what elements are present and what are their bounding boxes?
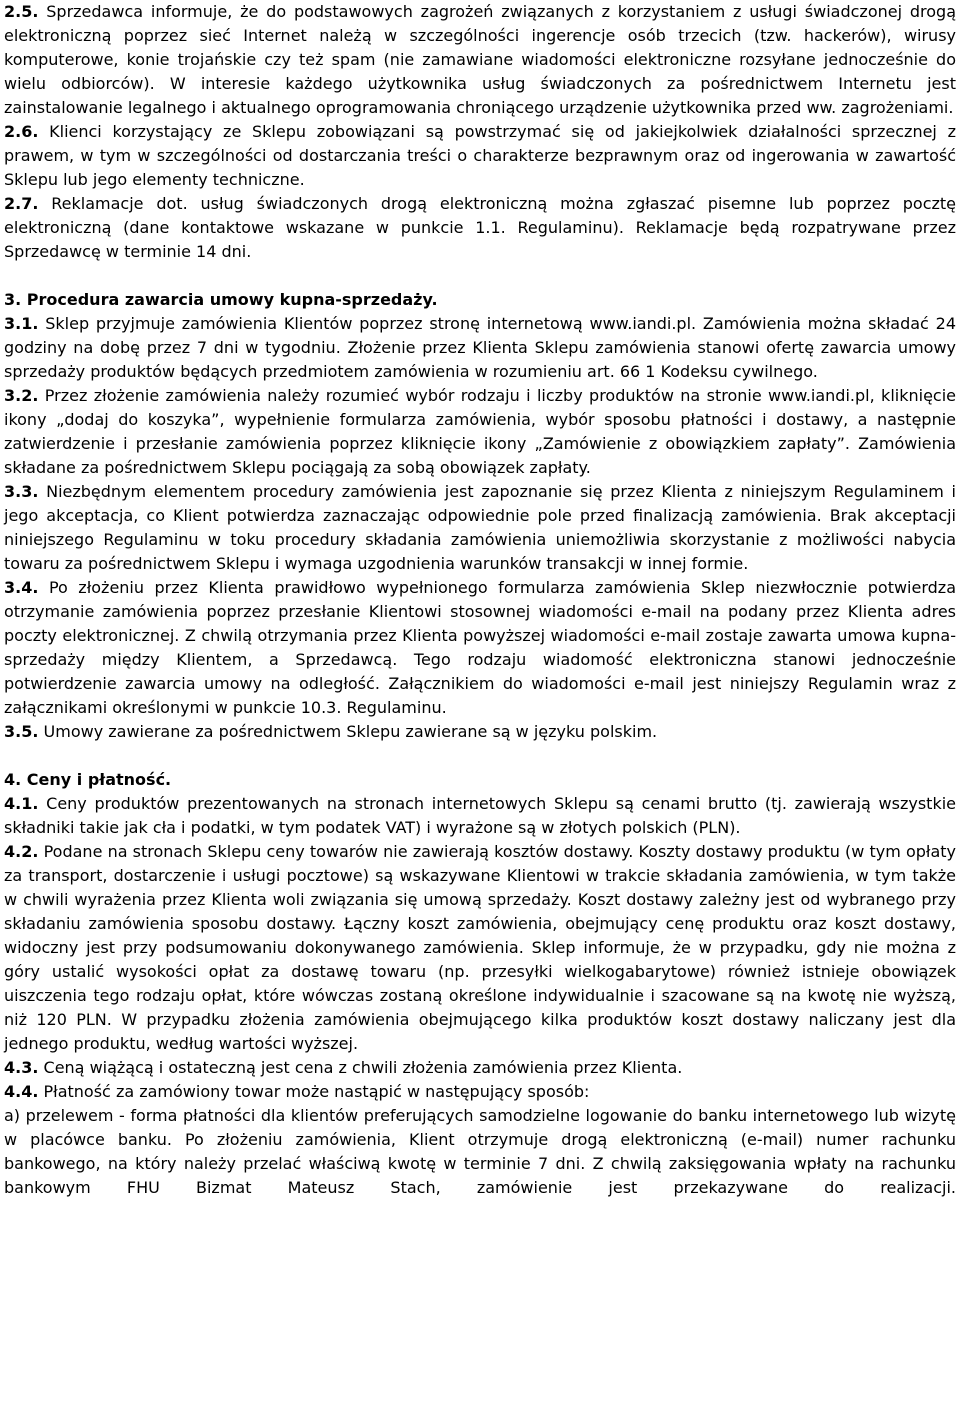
paragraph-2-7 — [4, 192, 956, 264]
paragraph-2-6 — [4, 120, 956, 192]
section-number: 4.2. — [4, 842, 39, 861]
section-heading-4: 4. Ceny i płatność. — [4, 770, 172, 789]
section-number: 4.3. — [4, 1058, 39, 1077]
paragraph-4-4 — [4, 1080, 956, 1104]
paragraph-text: Po złożeniu przez Klienta prawidłowo wypełnionego formularza zamówienia Sklep niezwłocznie potwierdza otrzymanie zamówienia poprzez przesłanie Klientowi stosownej wiadomości e-mail na podany przez Klienta adres poczty elektronicznej. Z chwilą otrzymania przez Klienta powyższej wiadomości e-mail zostaje zawarta umowa kupna-sprzedaży między Klientem, a Sprzedawcą. Tego rodzaju wiadomość elektroniczna stanowi jednocześnie potwierdzenie zawarcia umowy na odległość. Załącznikiem do wiadomości e-mail jest niniejszy Regulamin wraz z załącznikami określonymi w punkcie 10.3. Regulaminu. — [4, 578, 957, 717]
paragraph-text: Sprzedawca informuje, że do podstawowych zagrożeń związanych z korzystaniem z usługi świadczonej drogą elektroniczną poprzez sieć Internet należą w szczególności ingerencje osób trzecich (tzw. hackerów), wirusy komputerowe, konie trojańskie czy też spam (nie zamawiane wiadomości elektroniczne rozsyłane jednocześnie do wielu odbiorców). W interesie każdego użytkownika usług świadczonych za pośrednictwem Internetu jest zainstalowanie legalnego i aktualnego oprogramowania chroniącego urządzenie użytkownika przed ww. zagrożeniami. — [4, 2, 957, 117]
paragraph-3-2 — [4, 384, 956, 480]
paragraph-3-3 — [4, 480, 956, 576]
paragraph-text: Klienci korzystający ze Sklepu zobowiązani są powstrzymać się od jakiejkolwiek działalności sprzecznej z prawem, w tym w szczególności od dostarczania treści o charakterze bezprawnym oraz od ingerowania w zawartość Sklepu lub jego elementy techniczne. — [4, 122, 956, 189]
paragraph-text: Płatność za zamówiony towar może nastąpić w następujący sposób: — [43, 1082, 590, 1101]
paragraph-4-4-a: a) przelewem - forma płatności dla klientów preferujących samodzielne logowanie do banku internetowego lub wizytę w placówce banku. Po złożeniu zamówienia, Klient otrzymuje drogą elektroniczną (e-mail) numer rachunku bankowego, na który należy przelać właściwą kwotę w terminie 7 dni. Z chwilą zaksięgowania wpłaty na rachunku bankowym FHU Bizmat Mateusz Stach, zamówienie jest przekazywane do realizacji. — [4, 1106, 956, 1197]
section-number: 3.2. — [4, 386, 39, 405]
paragraph-3-4 — [4, 576, 956, 720]
section-number: 3.1. — [4, 314, 39, 333]
section-number: 2.5. — [4, 2, 39, 21]
paragraph-4-1 — [4, 792, 956, 840]
paragraph-text: Ceny produktów prezentowanych na stronach internetowych Sklepu są cenami brutto (tj. zawierają wszystkie składniki takie jak cła i podatki, w tym podatek VAT) i wyrażone są w złotych polskich (PLN). — [4, 794, 956, 837]
spacer — [4, 264, 956, 288]
paragraph-4-3 — [4, 1056, 956, 1080]
section-number: 3.4. — [4, 578, 39, 597]
paragraph-text: Niezbędnym elementem procedury zamówienia jest zapoznanie się przez Klienta z niniejszym Regulaminem i jego akceptacja, co Klient potwierdza zaznaczając odpowiednie pole przed finalizacją zamówienia. Brak akceptacji niniejszego Regulaminu w toku procedury składania zamówienia uniemożliwia skorzystanie z możliwości nabycia towaru za pośrednictwem Sklepu i wymaga uzgodnienia warunków transakcji w innej formie. — [4, 482, 956, 573]
section-number: 3.3. — [4, 482, 39, 501]
paragraph-3-5 — [4, 720, 956, 744]
paragraph-text: Umowy zawierane za pośrednictwem Sklepu zawierane są w języku polskim. — [43, 722, 658, 741]
paragraph-4-2 — [4, 840, 956, 1056]
section-number: 3.5. — [4, 722, 39, 741]
section-number: 2.7. — [4, 194, 39, 213]
paragraph-2-5 — [4, 0, 956, 120]
spacer — [4, 744, 956, 768]
section-number: 4.4. — [4, 1082, 39, 1101]
paragraph-text: Podane na stronach Sklepu ceny towarów nie zawierają kosztów dostawy. Koszty dostawy produktu (w tym opłaty za transport, dostarczenie i usługi pocztowe) są wskazywane Klientowi w trakcie składania zamówienia, w tym także w chwili wyrażenia przez Klienta woli związania się umową sprzedaży. Koszt dostawy zależny jest od wybranego przy składaniu zamówienia sposobu dostawy. Łączny koszt zamówienia, obejmujący cenę produktu oraz koszt dostawy, widoczny jest przy podsumowaniu dokonywanego zamówienia. Sklep informuje, że w przypadku, gdy nie można z góry ustalić wysokości opłat za dostawę towaru (np. przesyłki wielkogabarytowe) również istnieje obowiązek uiszczenia tego rodzaju opłat, które wówczas zostaną określone indywidualnie i szacowane są na kwotę nie wyższą, niż 120 PLN. W przypadku złożenia zamówienia obejmującego kilka produktów koszt dostawy naliczany jest dla jednego produktu, według wartości wyższej. — [4, 842, 957, 1053]
paragraph-text: Sklep przyjmuje zamówienia Klientów poprzez stronę internetową www.iandi.pl. Zamówienia można składać 24 godziny na dobę przez 7 dni w tygodniu. Złożenie przez Klienta Sklepu zamówienia stanowi ofertę zawarcia umowy sprzedaży produktów będących przedmiotem zamówienia w rozumieniu art. 66 1 Kodeksu cywilnego. — [4, 314, 957, 381]
section-heading-3: 3. Procedura zawarcia umowy kupna-sprzedaży. — [4, 290, 438, 309]
document-page — [4, 0, 956, 1200]
section-number: 4.1. — [4, 794, 39, 813]
paragraph-text: Reklamacje dot. usług świadczonych drogą elektroniczną można zgłaszać pisemne lub poprzez pocztę elektroniczną (dane kontaktowe wskazane w punkcie 1.1. Regulaminu). Reklamacje będą rozpatrywane przez Sprzedawcę w terminie 14 dni. — [4, 194, 957, 261]
paragraph-3-1 — [4, 312, 956, 384]
paragraph-text: Przez złożenie zamówienia należy rozumieć wybór rodzaju i liczby produktów na stronie www.iandi.pl, kliknięcie ikony „dodaj do koszyka”, wypełnienie formularza zamówienia, wybór sposobu płatności i dostawy, a następnie zatwierdzenie i przesłanie zamówienia poprzez kliknięcie ikony „Zamówienie z obowiązkiem zapłaty”. Zamówienia składane za pośrednictwem Sklepu pociągają za sobą obowiązek zapłaty. — [4, 386, 956, 477]
paragraph-text: Ceną wiążącą i ostateczną jest cena z chwili złożenia zamówienia przez Klienta. — [43, 1058, 683, 1077]
section-number: 2.6. — [4, 122, 39, 141]
